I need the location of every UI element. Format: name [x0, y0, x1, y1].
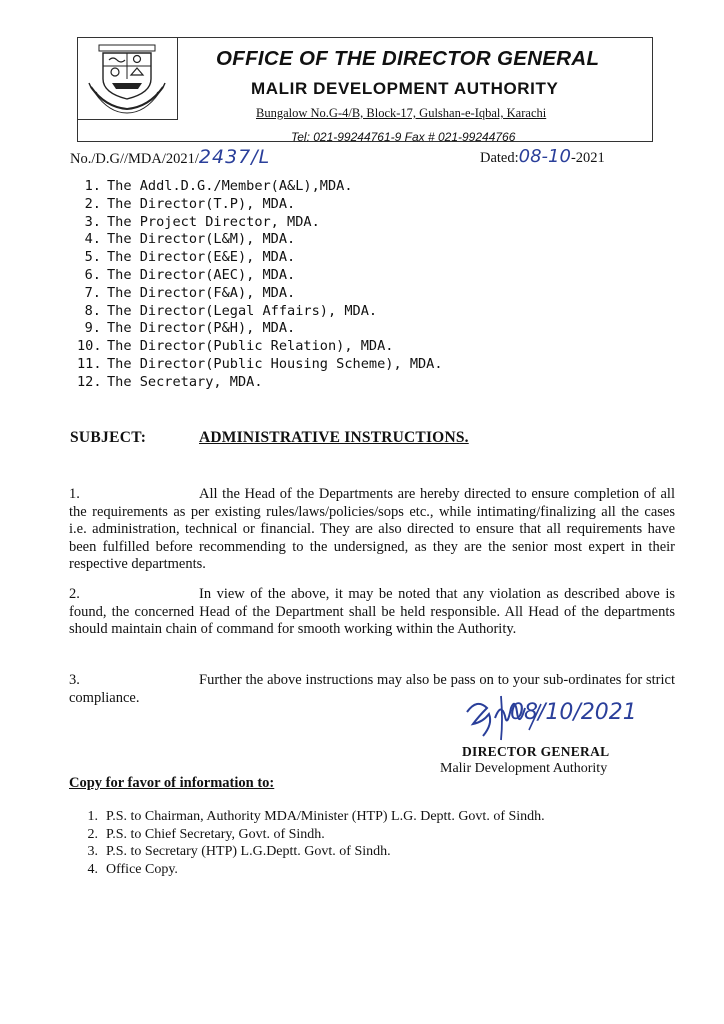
dated-label: Dated:	[480, 150, 519, 166]
item-text: P.S. to Secretary (HTP) L.G.Deptt. Govt. of Sindh.	[106, 844, 391, 860]
item-number: 2.	[87, 826, 98, 842]
item-number: 3.	[84, 213, 101, 230]
item-text: The Director(Public Housing Scheme), MDA.	[107, 355, 443, 372]
paragraph-number: 3.	[69, 672, 80, 688]
item-text: The Director(T.P), MDA.	[107, 195, 296, 212]
list-item	[77, 178, 443, 196]
item-number: 2.	[84, 195, 101, 212]
mda-emblem-icon	[85, 43, 169, 115]
office-title: OFFICE OF THE DIRECTOR GENERAL	[216, 47, 600, 70]
office-address: Bungalow No.G-4/B, Block-17, Gulshan-e-Iqbal, Karachi	[256, 106, 547, 120]
item-text: The Director(P&H), MDA.	[107, 320, 296, 337]
item-number: 4.	[84, 231, 101, 248]
item-text: P.S. to Chairman, Authority MDA/Minister (HTP) L.G. Deptt. Govt. of Sindh.	[106, 809, 545, 824]
dated-line	[480, 146, 605, 167]
item-text: Office Copy.	[106, 861, 178, 877]
item-number: 7.	[84, 284, 101, 301]
copy-to-list	[86, 808, 545, 878]
list-item	[77, 267, 443, 285]
item-number: 8.	[84, 302, 101, 319]
subject-text: ADMINISTRATIVE INSTRUCTIONS.	[199, 429, 469, 446]
paragraph-text: In view of the above, it may be noted that any violation as described above is found, the concerned Head of the Department shall be held responsible. All Head of the departments should maintain chain of command for smooth working within the Authority.	[69, 586, 675, 638]
item-number: 4.	[87, 861, 98, 877]
paragraph-number: 1.	[69, 486, 80, 502]
item-number: 11.	[77, 355, 102, 372]
signature-date: 08/10/2021	[510, 700, 637, 725]
reference-number	[70, 146, 270, 168]
logo-frame	[77, 37, 178, 120]
item-text: The Project Director, MDA.	[107, 213, 320, 230]
list-item	[77, 320, 443, 338]
contact-line: Tel: 021-99244761-9 Fax # 021-99244766	[291, 130, 516, 144]
paragraph-1	[69, 486, 675, 574]
reference-prefix: No./D.G//MDA/2021/	[70, 151, 199, 167]
item-number: 10.	[77, 338, 102, 355]
item-number: 9.	[84, 320, 101, 337]
recipient-list	[77, 178, 443, 392]
item-text: P.S. to Chief Secretary, Govt. of Sindh.	[106, 826, 325, 842]
copy-to-heading: Copy for favor of information to:	[69, 775, 275, 791]
list-item	[77, 231, 443, 249]
list-item	[77, 338, 443, 356]
list-item	[77, 249, 443, 267]
item-number: 3.	[87, 844, 98, 860]
list-item	[86, 808, 545, 826]
signatory-organization: Malir Development Authority	[440, 761, 608, 776]
reference-handwritten: 2437/L	[198, 146, 271, 168]
item-text: The Director(E&E), MDA.	[107, 249, 296, 266]
list-item	[77, 374, 443, 392]
item-text: The Addl.D.G./Member(A&L),MDA.	[107, 178, 353, 194]
item-text: The Director(Legal Affairs), MDA.	[107, 302, 378, 319]
item-number: 1.	[84, 178, 101, 194]
signatory-designation: DIRECTOR GENERAL	[462, 744, 610, 759]
paragraph-2	[69, 586, 675, 639]
item-number: 12.	[77, 373, 102, 390]
item-text: The Secretary, MDA.	[107, 373, 263, 390]
organization-name: MALIR DEVELOPMENT AUTHORITY	[251, 79, 559, 98]
item-number: 5.	[84, 249, 101, 266]
list-item	[86, 861, 545, 879]
item-number: 6.	[84, 266, 101, 283]
item-text: The Director(Public Relation), MDA.	[107, 338, 394, 355]
list-item	[77, 196, 443, 214]
paragraph-text: All the Head of the Departments are hereby directed to ensure completion of all the requirements as per existing rules/laws/policies/sops etc., while intimating/finalizing all the cases i.e. administration, technical or financial. They are also directed to ensure that all requirements have been fulfilled before recommending to the undersigned, as they are the senior most expert in their respective departments.	[69, 486, 675, 573]
list-item	[86, 843, 545, 861]
item-text: The Director(AEC), MDA.	[107, 266, 296, 283]
subject-label: SUBJECT:	[70, 429, 147, 446]
paragraph-number: 2.	[69, 586, 80, 602]
list-item	[77, 303, 443, 321]
list-item	[77, 214, 443, 232]
item-text: The Director(F&A), MDA.	[107, 284, 296, 301]
paragraph-text: Further the above instructions may also be pass on to your sub-ordinates for strict compliance.	[69, 672, 675, 706]
item-number: 1.	[87, 809, 98, 824]
date-suffix: -2021	[570, 150, 605, 166]
list-item	[77, 356, 443, 374]
list-item	[86, 826, 545, 844]
item-text: The Director(L&M), MDA.	[107, 231, 296, 248]
list-item	[77, 285, 443, 303]
date-handwritten: 08-10	[518, 146, 571, 167]
